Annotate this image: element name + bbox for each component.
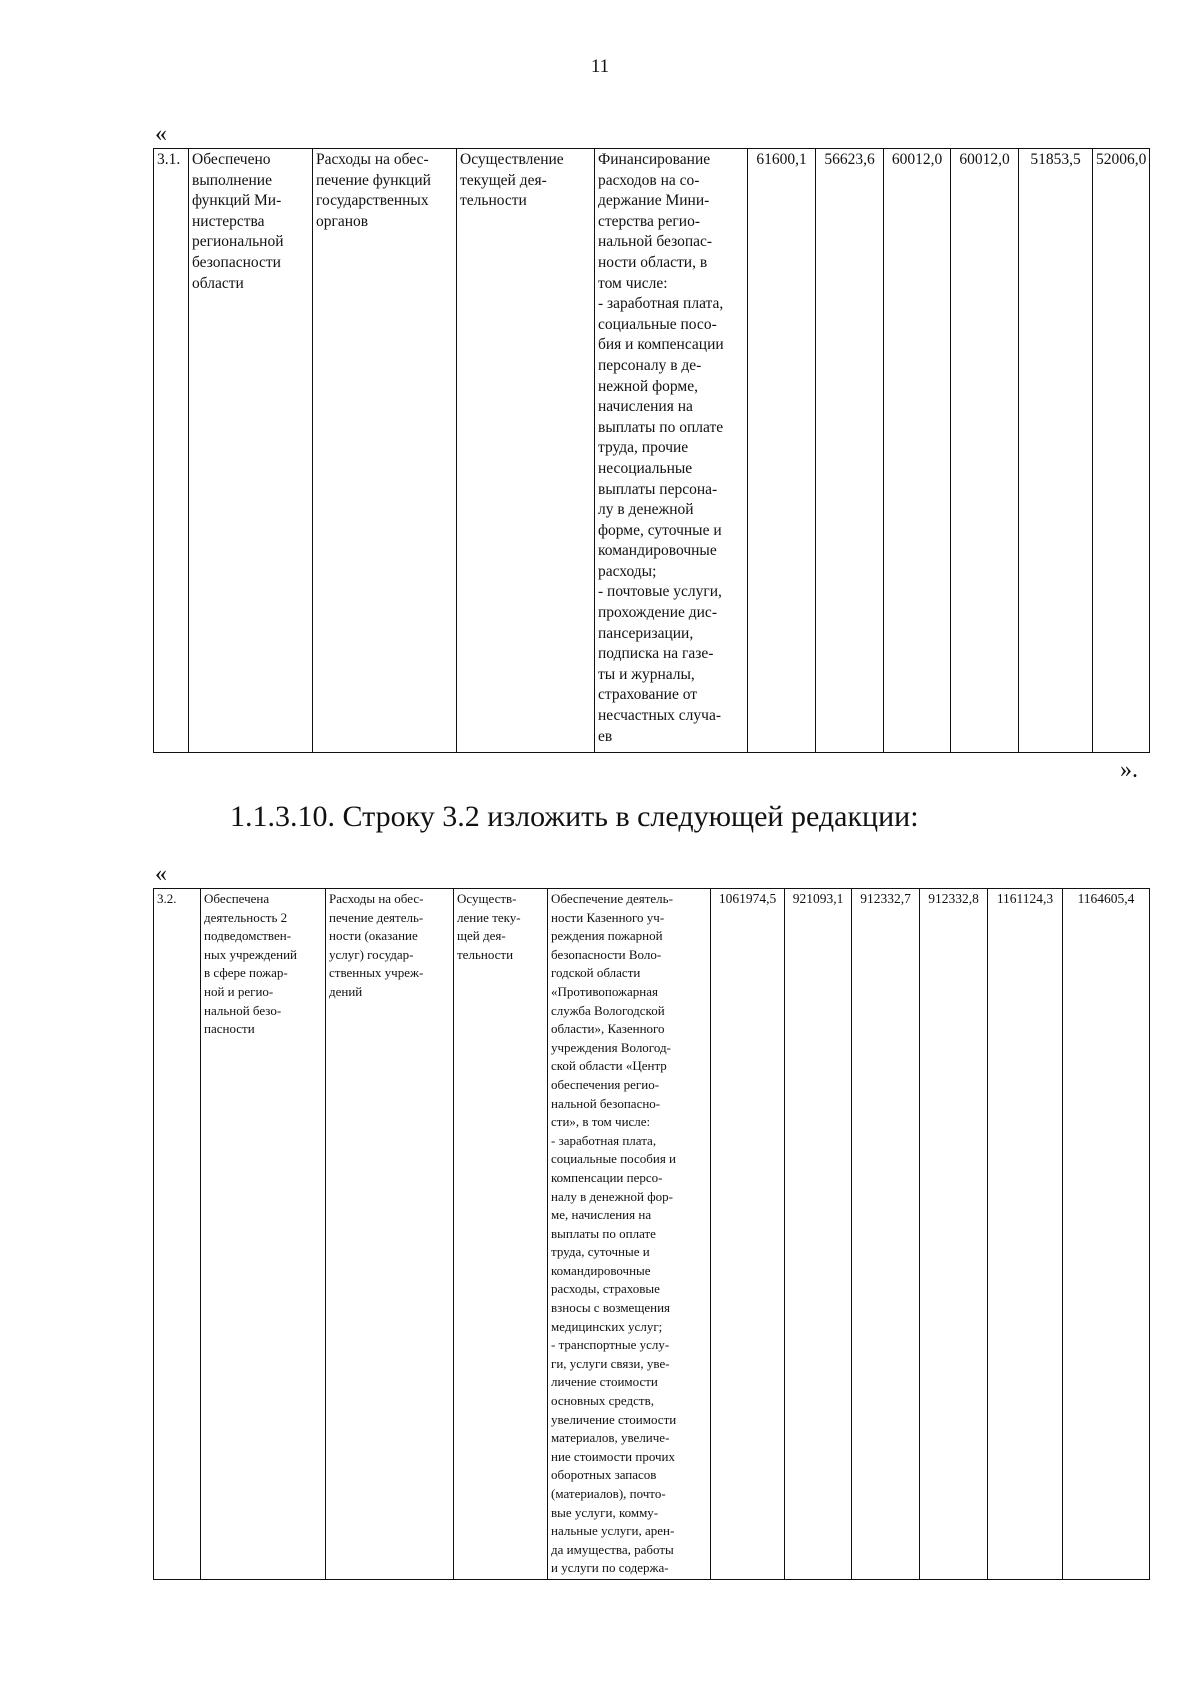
- value-cell: 60012,0: [951, 149, 1019, 753]
- close-quote: ».: [1120, 757, 1138, 783]
- value-cell: 1164605,4: [1063, 889, 1150, 1580]
- description-cell: Обеспечение деятель- ности Казенного уч- реждения пожарной безопасности Воло- годской области «Противопожарная служба Вологодской области», Казенного учреждения Вологод- ской области «Центр обеспечения регио- нальной безопасно- сти», в том числе: - заработная плата, социальные пособия и компенсации персо- налу в денежной фор- ме, начисления на выплаты по оплате труда, суточные и командировочные расходы, страховые взносы с возмещения медицинских услуг; - транспортные услу- ги, услуги связи, уве- личение стоимости основных средств, увеличение стоимости материалов, увеличе- ние стоимости прочих оборотных запасов (материалов), почто- вые услуги, комму- нальные услуги, арен- да имущества, работы и услуги по содержа-: [548, 889, 711, 1580]
- table-row-3-2: [153, 888, 1150, 1580]
- goal-cell: Обеспечено выполнение функций Ми- нистерства региональной безопасности области: [189, 149, 313, 753]
- expense-cell: Расходы на обес- печение деятель- ности (оказание услуг) государ- ственных учреж- дений: [326, 889, 454, 1580]
- value-cell: 60012,0: [884, 149, 951, 753]
- section-heading: 1.1.3.10. Строку 3.2 изложить в следующей редакции:: [230, 800, 919, 833]
- value-cell: 61600,1: [748, 149, 816, 753]
- value-cell: 51853,5: [1019, 149, 1093, 753]
- value-cell: 56623,6: [816, 149, 884, 753]
- page-number: 11: [590, 56, 610, 77]
- value-cell: 1061974,5: [711, 889, 785, 1580]
- expense-cell: Расходы на обес- печение функций государственных органов: [313, 149, 457, 753]
- value-cell: 1161124,3: [988, 889, 1063, 1580]
- goal-cell: Обеспечена деятельность 2 подведомствен- ных учреждений в сфере пожар- ной и регио- нальной безо- пасности: [201, 889, 326, 1580]
- description-cell: Финансирование расходов на со- держание Мини- стерства регио- нальной безопас- ности области, в том числе: - заработная плата, социальные посо- бия и компенсации персоналу в де- нежной форме, начисления на выплаты по оплате труда, прочие несоциальные выплаты персона- лу в денежной форме, суточные и командировочные расходы; - почтовые услуги, прохождение дис- пансеризации, подписка на газе- ты и журналы, страхование от несчастных случа- ев: [595, 149, 748, 753]
- activity-cell: Осуществление текущей дея- тельности: [457, 149, 595, 753]
- value-cell: 912332,8: [920, 889, 988, 1580]
- value-cell: 921093,1: [785, 889, 852, 1580]
- value-cell: 912332,7: [852, 889, 920, 1580]
- open-quote-1: «: [155, 121, 167, 147]
- row-number: 3.1.: [154, 149, 189, 753]
- row-number: 3.2.: [154, 889, 201, 1580]
- open-quote-2: «: [155, 861, 167, 887]
- value-cell: 52006,0: [1093, 149, 1150, 753]
- activity-cell: Осуществ- ление теку- щей дея- тельности: [454, 889, 548, 1580]
- table-row-3-1: [153, 148, 1150, 753]
